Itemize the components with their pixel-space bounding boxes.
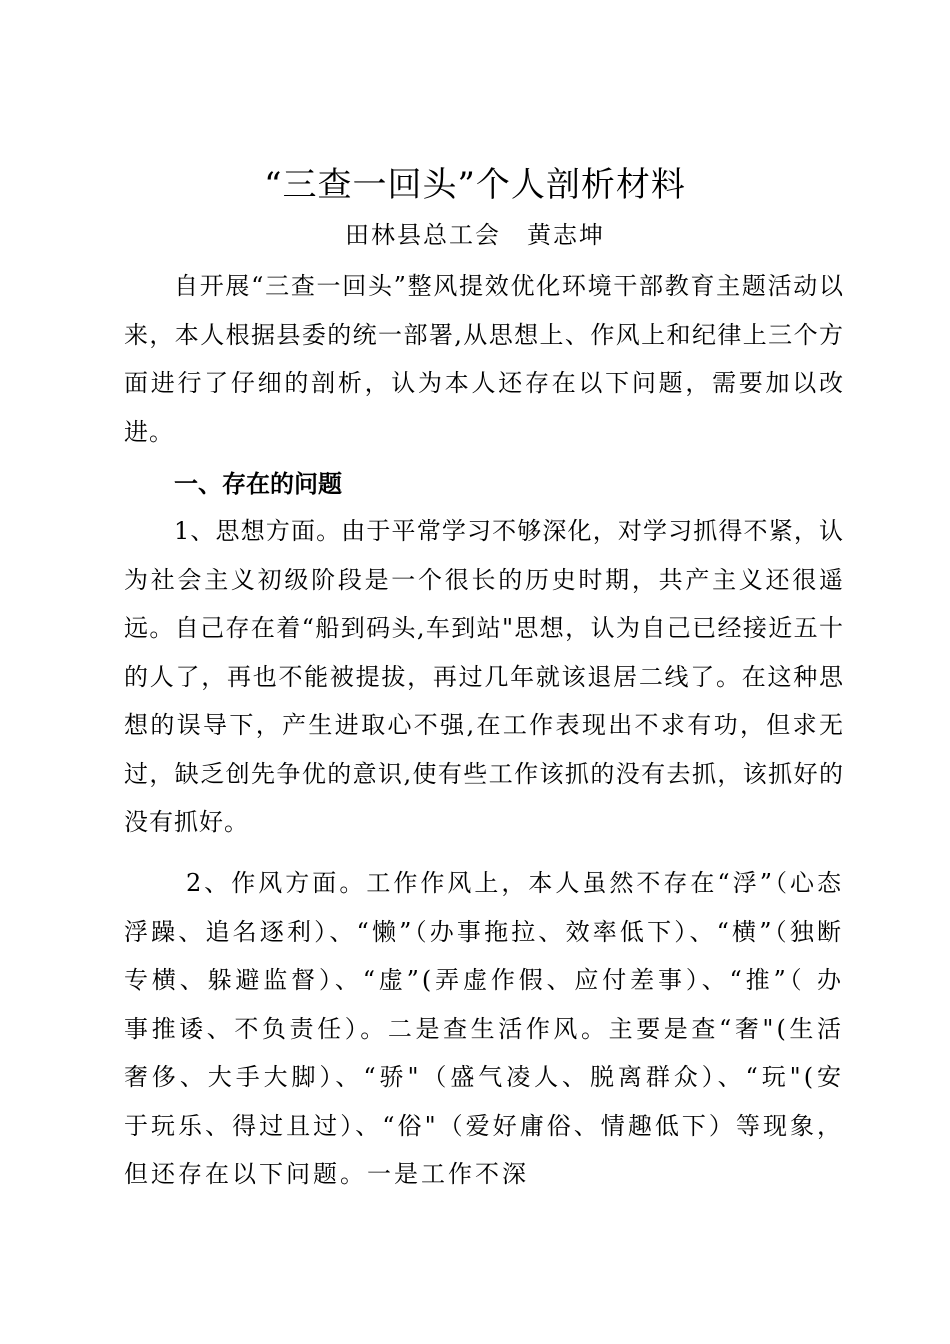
intro-paragraph: 自开展“三查一回头”整风提效优化环境干部教育主题活动以来，本人根据县委的统一部署,从思想上、作风上和纪律上三个方面进行了仔细的剖析，认为本人还存在以下问题，需要加以改进。 xyxy=(124,272,844,446)
document-author: 田林县总工会 黄志坤 xyxy=(345,221,605,249)
document-title: “三查一回头”个人剖析材料 xyxy=(264,165,686,205)
section-heading: 一、存在的问题 xyxy=(174,470,342,498)
paragraph-thought: 1、思想方面。由于平常学习不够深化，对学习抓得不紧，认为社会主义初级阶段是一个很长的历史时期，共产主义还很遥远。自己存在着“船到码头,车到站"思想，认为自己已经接近五十的人了，再也不能被提拔，再过几年就该退居二线了。在这种思想的误导下，产生进取心不强,在工作表现出不求有功，但求无过，缺乏创先争优的意识,使有些工作该抓的没有去抓，该抓好的没有抓好。 xyxy=(124,517,844,836)
paragraph-style: 2、作风方面。工作作风上，本人虽然不存在“浮”（心态浮躁、追名逐利）、“懒”（办事拖拉、效率低下）、“横”（独断专横、躲避监督）、“虚”(弄虚作假、应付差事）、“推”（ 办事推诿、不负责任）。二是查生活作风。主要是查“奢"(生活奢侈、大手大脚）、“骄"（盛气凌人、脱离群众）、“玩"(安于玩乐、得过且过）、“俗"（爱好庸俗、情趣低下）等现象，但还存在以下问题。一是工作不深 xyxy=(124,869,844,1188)
